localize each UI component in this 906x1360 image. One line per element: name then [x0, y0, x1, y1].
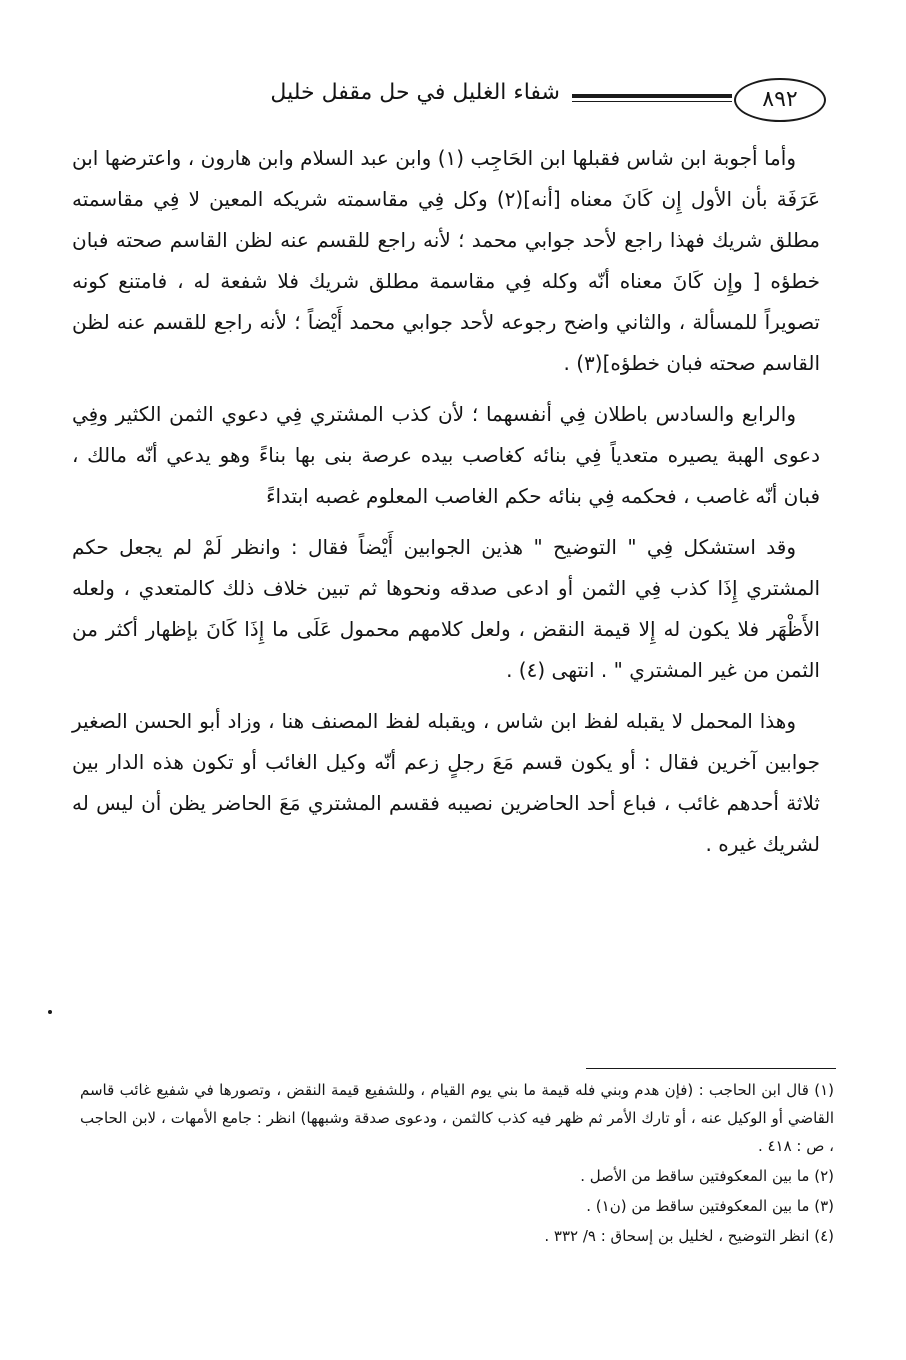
stray-mark	[48, 1010, 52, 1014]
page-number: ٨٩٢	[734, 78, 826, 122]
footnote-3: (٣) ما بين المعكوفتين ساقط من (ن١) .	[586, 1197, 834, 1215]
page-header	[60, 78, 826, 124]
paragraph-1: وأما أجوبة ابن شاس فقبلها ابن الحَاجِب (١) وابن عبد السلام وابن هارون ، واعترضها ابن عَرَفَة بأن الأول إِن كَانَ معناه [أنه](٢) وكل فِي مقاسمته شريكه المعين لا فِي مقاسمته مطلق شريك فهذا راجع لأحد جوابي محمد ؛ لأنه راجع للقسم عنه لظن القاسم صحته فبان خطؤه [ وإِن كَانَ معناه أنّه وكله فِي مقاسمة مطلق شريك فلا شفعة له ، فامتنع كونه تصويراً للمسألة ، والثاني واضح رجوعه لأحد جوابي محمد أَيْضاً ؛ لأنه راجع للقسم عنه لظن القاسم صحته فبان خطؤه](٣) .	[72, 146, 821, 375]
paragraph-3: وقد استشكل فِي " التوضيح " هذين الجوابين أَيْضاً فقال : وانظر لَمْ لم يجعل حكم المشتري إِذَا كذب فِي الثمن أو ادعى صدقه ونحوها ثم تبين خلاف ذلك كالمتعدي ، ولعله الأَظْهَر فلا يكون له إِلا قيمة النقض ، ولعل كلامهم محمول عَلَى ما إِذَا كَانَ بإظهار أكثر من الثمن من غير المشتري " . انتهى (٤) .	[72, 535, 820, 682]
main-text	[72, 138, 820, 875]
footnote-divider	[586, 1068, 836, 1069]
header-rule	[572, 94, 732, 98]
footnote-1: (١) قال ابن الحاجب : (فإن هدم وبني فله قيمة ما بني يوم القيام ، وللشفيع قيمة النقض ، وتصورها في شفيع غائب قاسم القاضي أو الوكيل عنه ، أو تارك الأمر ثم ظهر فيه كذب كالثمن ، ودعوى صدقة وشبهها) انظر : جامع الأمهات ، لابن الحاجب ، ص : ٤١٨ .	[80, 1081, 834, 1155]
paragraph-2: والرابع والسادس باطلان فِي أنفسهما ؛ لأن كذب المشتري فِي دعوي الثمن الكثير وفِي دعوى الهبة يصيره متعدياً فِي بنائه كغاصب بيده عرصة بنى بها بناءً وهو يدعي أنّه مالك ، فبان أنّه غاصب ، فحكمه فِي بنائه حكم الغاصب المعلوم غصبه ابتداءً	[72, 402, 820, 508]
footnotes	[80, 1076, 834, 1252]
footnote-4: (٤) انظر التوضيح ، لخليل بن إسحاق : ٩/ ٣٣٢ .	[544, 1227, 834, 1245]
paragraph-4: وهذا المحمل لا يقبله لفظ ابن شاس ، ويقبله لفظ المصنف هنا ، وزاد أبو الحسن الصغير جوابين آخرين فقال : أو يكون قسم مَعَ رجلٍ زعم أنّه وكيل الغائب أو تكون هذه الدار بين ثلاثة أحدهم غائب ، فباع أحد الحاضرين نصيبه فقسم المشتري مَعَ الحاضر يظن أن ليس له لشريك غيره .	[72, 709, 820, 856]
running-title: شفاء الغليل في حل مقفل خليل	[270, 80, 560, 105]
footnote-2: (٢) ما بين المعكوفتين ساقط من الأصل .	[580, 1167, 834, 1185]
